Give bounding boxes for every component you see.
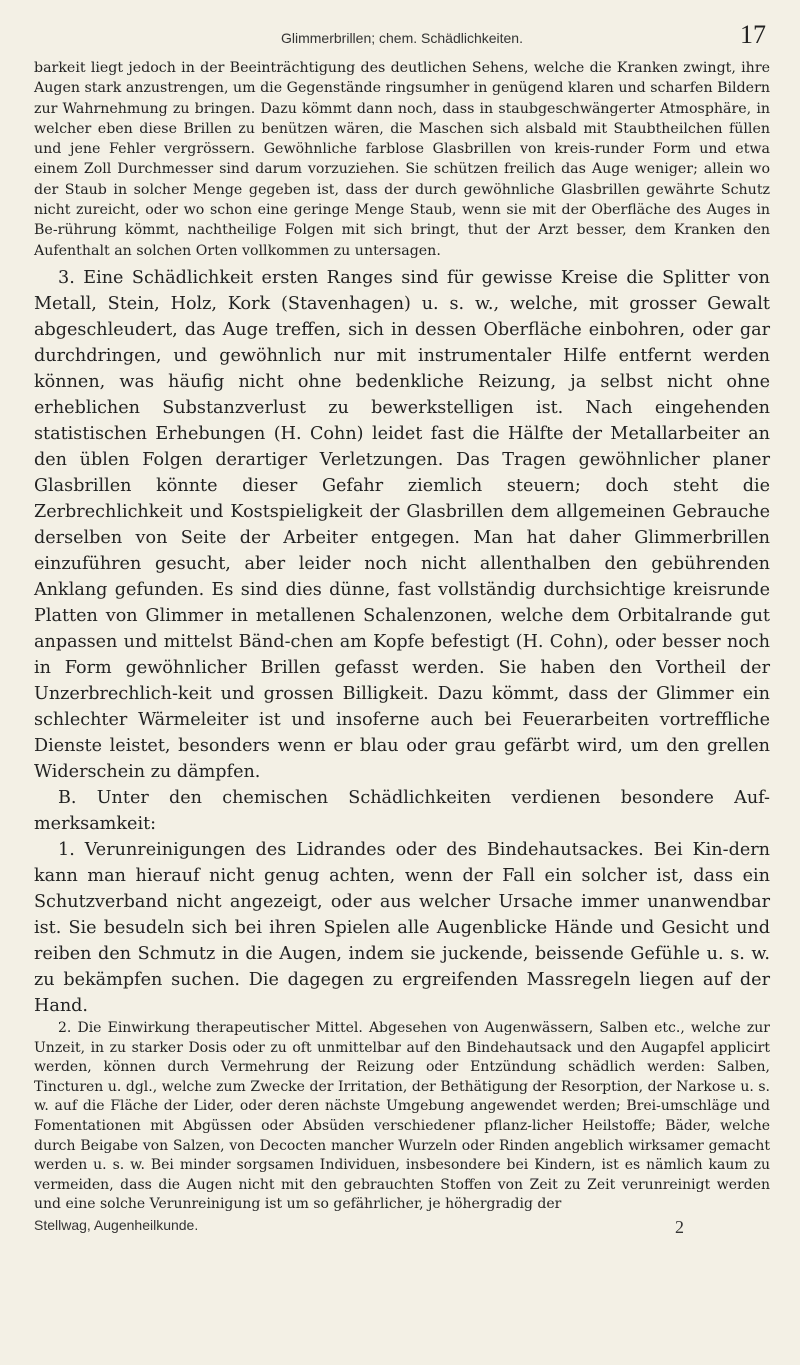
paragraph-therapeutic-agents: 2. Die Einwirkung therapeutischer Mittel. Abgesehen von Augenwässern, Salben etc., welche zur Unzeit, in zu starker Dosis oder zu oft unmittelbar auf den Bindehautsack und den Augapfel applicirt werden, können durch Vermehrung der Reizung oder Entzündung schädlich werden: Salben, Tincturen u. dgl., welche zum Zwecke der Irritation, der Bethätigung der Resorption, der Narkose u. s. w. auf die Fläche der Lider, oder deren nächste Umgebung angewendet werden; Brei-umschläge und Fomentationen mit Abgüssen oder Absüden verschiedener pflanz-licher Heilstoffe; Bäder, welche durch Beigabe von Salzen, von Decocten mancher Wurzeln oder Rinden angeblich wirksamer gemacht werden u. s. w. Bei minder sorgsamen Individuen, insbesondere bei Kindern, ist es nämlich kaum zu vermeiden, dass die Augen nicht mit den gebrauchten Stoffen von Zeit zu Zeit verunreinigt werden und eine solche Verunreinigung ist um so gefährlicher, je höhergradig der — [34, 1019, 770, 1213]
footer-author: Stellwag, Augenheilkunde. — [34, 1216, 199, 1233]
paragraph-lid-contamination: 1. Verunreinigungen des Lidrandes oder des Bindehautsackes. Bei Kin-dern kann man hierauf nicht genug achten, wenn der Fall ein solcher ist, dass ein Schutzverband nicht angezeigt, oder aus welcher Ursache immer unanwendbar ist. Sie besudeln sich bei ihren Spielen alle Augenblicke Hände und Gesicht und reiben den Schmutz in die Augen, indem sie juckende, beissende Gefühle u. s. w. zu bekämpfen suchen. Die dagegen zu ergreifenden Massregeln liegen auf der Hand. — [34, 839, 770, 1016]
paragraph-splinters-mica-glasses: 3. Eine Schädlichkeit ersten Ranges sind für gewisse Kreise die Splitter von Metall, Stein, Holz, Kork (Stavenhagen) u. s. w., welche, mit grosser Gewalt abgeschleudert, das Auge treffen, sich in dessen Oberfläche einbohren, oder gar durchdringen, und gewöhnlich nur mit instrumentaler Hilfe entfernt werden können, was häufig nicht ohne bedenkliche Reizung, ja selbst nicht ohne erheblichen Substanzverlust zu bewerkstelligen ist. Nach eingehenden statistischen Erhebungen (H. Cohn) leidet fast die Hälfte der Metallarbeiter an den üblen Folgen derartiger Verletzungen. Das Tragen gewöhnlicher planer Glasbrillen könnte dieser Gefahr ziemlich steuern; doch steht die Zerbrechlichkeit und Kostspieligkeit der Glasbrillen dem allgemeinen Gebrauche derselben von Seite der Arbeiter entgegen. Man hat daher Glimmerbrillen einzuführen gesucht, aber leider noch nicht allenthalben den gebührenden Anklang gefunden. Es sind dies dünne, fast vollständig durchsichtige kreisrunde Platten von Glimmer in metallenen Schalenzonen, welche dem Orbitalrande gut anpassen und mittelst Bänd-chen am Kopfe befestigt (H. Cohn), oder besser noch in Form gewöhnlicher Brillen gefasst werden. Sie haben den Vortheil der Unzerbrechlich-keit und grossen Billigkeit. Dazu kömmt, dass der Glimmer ein schlechter Wärmeleiter ist und insoferne auch bei Feuerarbeiten vortreffliche Dienste leistet, besonders wenn er blau oder grau gefärbt wird, um den grellen Widerschein zu dämpfen. — [34, 267, 770, 782]
running-head-title: Glimmerbrillen; chem. Schädlichkeiten. — [281, 30, 523, 46]
paragraph-chemical-heading: B. Unter den chemischen Schädlichkeiten verdienen besondere Auf-merksamkeit: — [34, 787, 770, 834]
running-head — [34, 20, 770, 58]
page-number: 17 — [740, 20, 766, 49]
paragraph-dust-glasses: barkeit liegt jedoch in der Beeinträchtigung des deutlichen Sehens, welche die Kranken zwingt, ihre Augen stark anzustrengen, um die Gegenstände ringsumher in genügend klaren und scharfen Bildern zur Wahrnehmung zu bringen. Dazu kömmt dann noch, dass in staubgeschwängerter Atmosphäre, in welcher eben diese Brillen zu benützen wären, die Maschen sich alsbald mit Staubtheilchen füllen und jene Fehler vergrössern. Gewöhnliche farblose Glasbrillen von kreis-runder Form und etwa einem Zoll Durchmesser sind darum vorzuziehen. Sie schützen freilich das Auge weniger; allein wo der Staub in solcher Menge gegeben ist, dass der durch gewöhnliche Glasbrillen gewährte Schutz nicht zureicht, oder wo schon eine geringe Menge Staub, wenn sie mit der Oberfläche des Auges in Be-rührung kömmt, nachtheilige Folgen mit sich bringt, thut der Arzt besser, dem Kranken den Aufenthalt an solchen Orten vollkommen zu untersagen. — [34, 60, 770, 259]
footer-signature: 2 — [675, 1216, 684, 1237]
page-footer — [34, 1216, 770, 1237]
